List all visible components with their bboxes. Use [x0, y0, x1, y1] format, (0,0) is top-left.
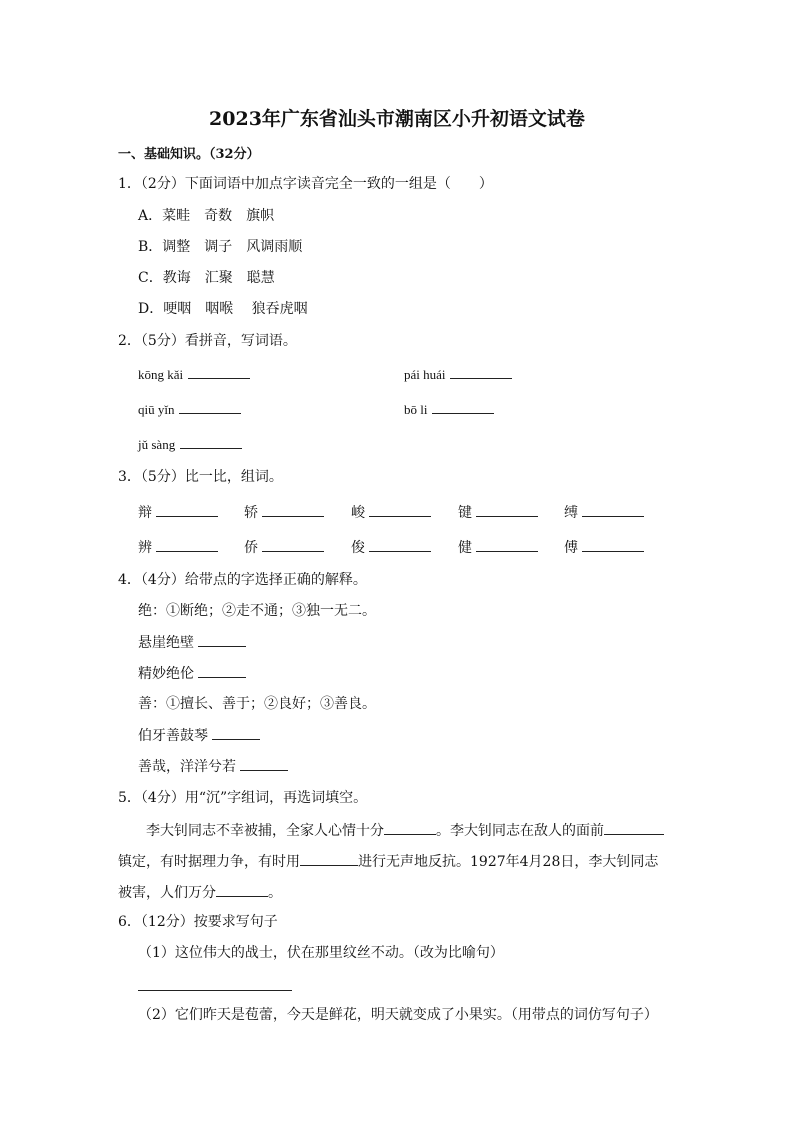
- char: 轿: [244, 505, 258, 521]
- pinyin-text: bō li: [404, 402, 428, 417]
- answer-blank[interactable]: [432, 399, 494, 414]
- question-3-stem: 3．（5分）比一比，组词。: [118, 469, 283, 485]
- pinyin-text: pái huái: [404, 367, 446, 382]
- phrase-item: [138, 663, 246, 684]
- answer-blank[interactable]: [198, 663, 246, 678]
- answer-blank[interactable]: [369, 537, 431, 552]
- answer-blank[interactable]: [262, 537, 324, 552]
- phrase-item: [138, 725, 260, 746]
- pinyin-text: kōng kǎi: [138, 367, 184, 382]
- definition-shan: 善：①擅长、善于；②良好；③善良。: [138, 696, 376, 712]
- pinyin-text: qiū yǐn: [138, 402, 175, 417]
- phrase: 善哉，洋洋兮若: [138, 759, 236, 775]
- phrase-item: [138, 756, 288, 777]
- char-item: [458, 537, 538, 558]
- answer-blank[interactable]: [476, 537, 538, 552]
- passage-text: 李大钊同志不幸被捕，全家人心情十分: [146, 823, 384, 839]
- char-item: [138, 537, 218, 558]
- pinyin-item: [404, 399, 494, 420]
- char: 辨: [138, 540, 152, 556]
- char: 键: [458, 505, 472, 521]
- answer-line[interactable]: [138, 978, 292, 991]
- answer-blank[interactable]: [198, 632, 246, 647]
- phrase: 精妙绝伦: [138, 666, 194, 682]
- char-item: [564, 537, 644, 558]
- char: 辩: [138, 505, 152, 521]
- answer-blank[interactable]: [240, 756, 288, 771]
- char: 侨: [244, 540, 258, 556]
- answer-blank[interactable]: [604, 820, 664, 835]
- answer-blank[interactable]: [188, 364, 250, 379]
- pinyin-item: [404, 364, 512, 385]
- char-item: [138, 502, 218, 523]
- passage-text: 镇定，有时据理力争，有时用: [118, 854, 300, 870]
- answer-blank[interactable]: [179, 399, 241, 414]
- passage-text: 进行无声地反抗。1927年4月28日，李大钊同志: [358, 854, 659, 870]
- question-1-option-a: A．菜畦 奇数 旗帜: [138, 208, 275, 224]
- phrase-item: [138, 632, 246, 653]
- answer-blank[interactable]: [180, 434, 242, 449]
- question-1-option-b: B．调整 调子 风调雨顺: [138, 239, 303, 255]
- passage-text: 。: [268, 885, 282, 901]
- pinyin-text: jǔ sàng: [138, 437, 176, 452]
- question-6-stem: 6．（12分）按要求写句子: [118, 914, 278, 930]
- pinyin-item: [138, 364, 250, 385]
- question-4-stem: 4．（4分）给带点的字选择正确的解释。: [118, 572, 367, 588]
- question-5-passage: [118, 818, 678, 907]
- char-item: [351, 537, 431, 558]
- phrase: 悬崖绝壁: [138, 635, 194, 651]
- question-2-stem: 2．（5分）看拼音，写词语。: [118, 333, 297, 349]
- answer-blank[interactable]: [156, 537, 218, 552]
- exam-title: 2023年广东省汕头市潮南区小升初语文试卷: [209, 108, 585, 130]
- answer-blank[interactable]: [300, 851, 358, 866]
- char: 峻: [351, 505, 365, 521]
- answer-blank[interactable]: [212, 725, 260, 740]
- pinyin-item: [138, 399, 241, 420]
- answer-blank[interactable]: [384, 820, 436, 835]
- answer-blank[interactable]: [450, 364, 512, 379]
- char-item: [244, 502, 324, 523]
- char-item: [244, 537, 324, 558]
- char-item: [458, 502, 538, 523]
- question-1-option-c: C．教诲 汇聚 聪慧: [138, 270, 275, 286]
- answer-blank[interactable]: [262, 502, 324, 517]
- passage-text: 。李大钊同志在敌人的面前: [436, 823, 604, 839]
- question-6-sub-2: （2）它们昨天是苞蕾，今天是鲜花，明天就变成了小果实。（用带点的词仿写句子）: [138, 1007, 658, 1023]
- char: 健: [458, 540, 472, 556]
- char: 傅: [564, 540, 578, 556]
- answer-blank[interactable]: [476, 502, 538, 517]
- char: 缚: [564, 505, 578, 521]
- answer-blank[interactable]: [582, 537, 644, 552]
- passage-text: 被害，人们万分: [118, 885, 216, 901]
- pinyin-item: [138, 434, 242, 455]
- answer-blank[interactable]: [369, 502, 431, 517]
- phrase: 伯牙善鼓琴: [138, 728, 208, 744]
- question-1-stem: 1．（2分）下面词语中加点字读音完全一致的一组是（ ）: [118, 176, 493, 192]
- answer-blank[interactable]: [156, 502, 218, 517]
- char-item: [564, 502, 644, 523]
- answer-blank[interactable]: [216, 882, 268, 897]
- section-heading: 一、基础知识。（32分）: [118, 147, 260, 162]
- question-1-option-d: D．哽咽 咽喉 狼吞虎咽: [138, 301, 308, 317]
- definition-jue: 绝：①断绝；②走不通；③独一无二。: [138, 603, 376, 619]
- question-5-stem: 5．（4分）用“沉”字组词，再选词填空。: [118, 790, 368, 806]
- char: 俊: [351, 540, 365, 556]
- answer-blank[interactable]: [582, 502, 644, 517]
- char-item: [351, 502, 431, 523]
- question-6-sub-1: （1）这位伟大的战士，伏在那里纹丝不动。（改为比喻句）: [138, 945, 504, 961]
